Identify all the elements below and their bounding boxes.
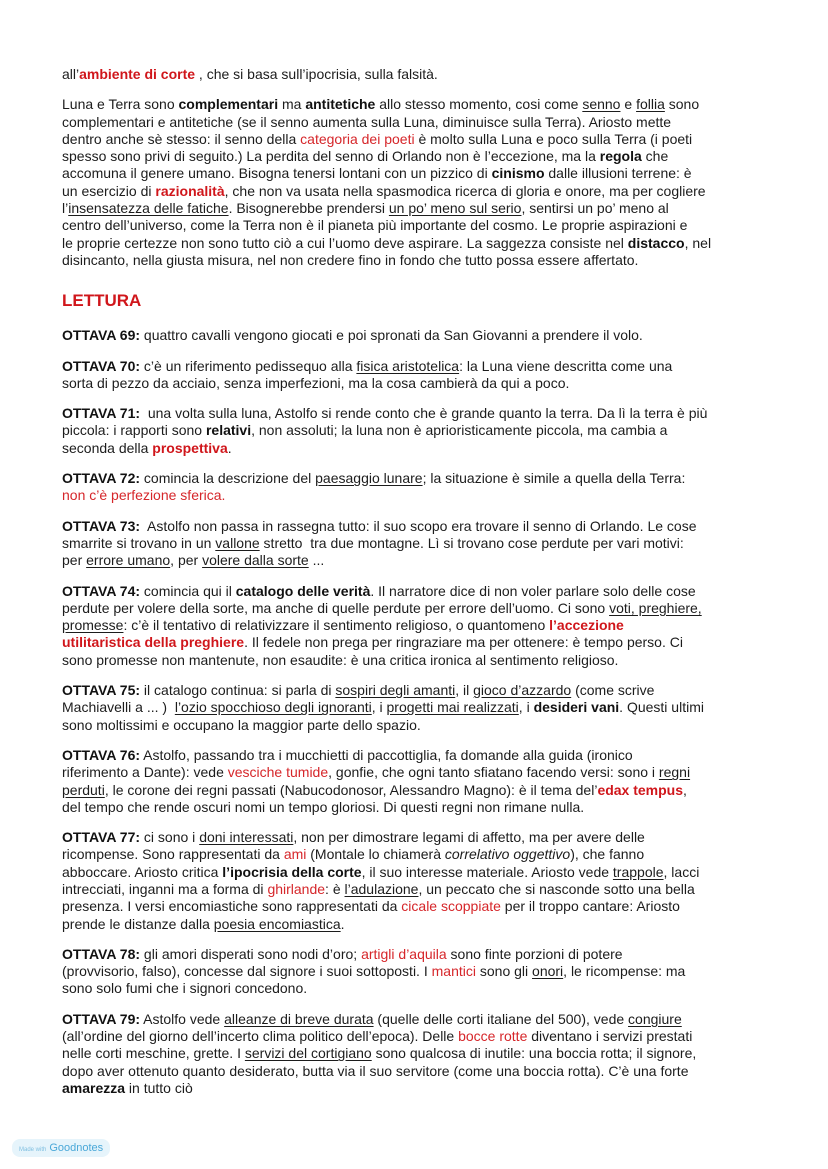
highlighted-text: cicale scoppiate	[401, 898, 501, 915]
text-run: (provvisorio, falso), concesse dal signore i suoi sottoposti. I	[62, 963, 432, 980]
text-run: , per	[170, 552, 203, 569]
text-run: intrecciati, inganni ma a forma di	[62, 880, 268, 897]
text-run: perdute per volere della sorte, ma anche di quelle perdute per errore dell’uomo. Ci sono	[62, 599, 610, 616]
highlighted-text: un po’ meno sul serio	[388, 200, 522, 217]
text-run: , non assoluti; la luna non è aprioristicamente piccola, ma cambia a	[251, 422, 668, 439]
ottava-paragraph	[62, 358, 782, 393]
badge-prefix: Made with	[19, 1147, 47, 1153]
text-line	[62, 699, 782, 716]
text-line	[62, 66, 782, 83]
highlighted-text: categoria dei poeti	[300, 130, 415, 147]
highlighted-text: sospiri degli amanti	[335, 682, 456, 699]
text-run: piccola: i rapporti sono	[62, 422, 206, 439]
highlighted-text: regola	[599, 148, 642, 165]
text-line	[62, 799, 782, 816]
paragraph	[62, 96, 782, 269]
text-run: sono finte porzioni di potere	[446, 945, 623, 962]
highlighted-text: fisica aristotelica	[356, 357, 460, 374]
text-run: complementari e antitetiche (se il senno aumenta sulla Luna, diminuisce sulla Terra). Ariosto mette	[62, 113, 672, 130]
text-run: Astolfo non passa in rassegna tutto: il suo scopo era trovare il senno di Orlando. Le cose	[140, 517, 697, 534]
highlighted-text: artigli d’aquila	[361, 945, 447, 962]
highlighted-text: congiure	[628, 1010, 682, 1027]
text-run: , i	[371, 699, 387, 716]
highlighted-text: paesaggio lunare	[315, 470, 423, 487]
text-line	[62, 200, 782, 217]
text-run: ,	[683, 781, 687, 798]
text-run: gli amori disperati sono nodi d’oro;	[140, 945, 362, 962]
text-line	[62, 583, 782, 600]
text-line	[62, 1080, 782, 1097]
text-run: prende le distanze dalla	[62, 915, 214, 932]
text-run: del tempo che rende oscuri nomi un tempo gloriosi. Di questi regni non rimane nulla.	[62, 798, 585, 815]
text-run: nelle corti meschine, grette. I	[62, 1045, 245, 1062]
text-run: riferimento a Dante): vede	[62, 764, 228, 781]
highlighted-text: correlativo oggettivo	[444, 846, 571, 863]
highlighted-text: regni	[658, 764, 691, 781]
text-run: seconda della	[62, 439, 153, 456]
highlighted-text: doni interessati	[199, 829, 294, 846]
text-line	[62, 682, 782, 699]
ottava-label: OTTAVA 77:	[62, 829, 141, 846]
text-run: : c’è il tentativo di relativizzare il sentimento religioso, o quantomeno	[123, 617, 550, 634]
highlighted-text: follia	[636, 96, 665, 113]
text-line	[62, 518, 782, 535]
text-run: le proprie certezze non sono tutto ciò a cui l’uomo deve aspirare. La saggezza consiste nel	[62, 234, 628, 251]
ottava-paragraph	[62, 470, 782, 505]
ottave-section	[62, 327, 782, 1097]
highlighted-text: amarezza	[62, 1079, 126, 1096]
highlighted-text: complementari	[178, 96, 279, 113]
highlighted-text: prospettiva	[152, 439, 228, 456]
ottava-label: OTTAVA 75:	[62, 682, 141, 699]
text-run: quattro cavalli vengono giocati e poi spronati da San Giovanni a prendere il volo.	[140, 327, 643, 344]
highlighted-text: l’adulazione	[344, 880, 419, 897]
highlighted-text: vesciche tumide	[227, 764, 329, 781]
highlighted-text: promesse	[62, 617, 124, 634]
text-run: . Il fedele non prega per ringraziare ma per ottenere: è tempo perso. Ci	[244, 634, 683, 651]
text-run: per	[62, 552, 87, 569]
text-run: accomuna il genere umano. Bisogna tenersi lontani con un pizzico di	[62, 165, 492, 182]
text-line	[62, 405, 782, 422]
text-line	[62, 96, 782, 113]
text-run: . Bisognerebbe prendersi	[228, 200, 389, 217]
text-run: in tutto ciò	[125, 1079, 193, 1096]
text-line	[62, 829, 782, 846]
text-line	[62, 165, 782, 182]
highlighted-text: ami	[283, 846, 307, 863]
text-line	[62, 963, 782, 980]
text-run: , che non va usata nella spasmodica ricerca di gloria e onore, ma per cogliere	[224, 182, 706, 199]
ottava-label: OTTAVA 78:	[62, 945, 141, 962]
text-run: ma	[278, 96, 306, 113]
text-run: sono gli	[475, 963, 533, 980]
text-run: abboccare. Ariosto critica	[62, 863, 223, 880]
text-run: ; la situazione è simile a quella della Terra:	[422, 470, 686, 487]
text-run: , che si basa sull’ipocrisia, sulla falsità.	[195, 66, 438, 82]
text-run: Machiavelli a ... )	[62, 699, 175, 716]
highlighted-text: errore umano	[86, 552, 171, 569]
text-run: , gonfie, che ogni tanto sfiatano facendo versi: sono i	[328, 764, 659, 781]
ottava-paragraph	[62, 747, 782, 816]
document-page	[62, 66, 782, 1097]
ottava-label: OTTAVA 70:	[62, 357, 141, 374]
text-run: stretto tra due montagne. Lì si trovano cose perdute per vari motivi:	[259, 534, 684, 551]
highlighted-text: non c’è perfezione sferica.	[62, 487, 226, 504]
text-run: . Questi ultimi	[619, 699, 704, 716]
ottava-paragraph	[62, 946, 782, 998]
text-line	[62, 252, 782, 269]
ottava-label: OTTAVA 71:	[62, 405, 141, 422]
text-run: , sentirsi un po’ meno al	[521, 200, 669, 217]
text-line	[62, 217, 782, 234]
text-line	[62, 634, 782, 651]
highlighted-text: desideri vani	[533, 699, 620, 716]
text-run: ), che fanno	[570, 846, 645, 863]
text-run: , i	[518, 699, 534, 716]
text-line	[62, 846, 782, 863]
text-run: sono solo fumi che i signori concedono.	[62, 980, 308, 997]
text-run: diventano i servizi prestati	[527, 1028, 693, 1045]
text-run: ...	[308, 552, 325, 569]
ottava-label: OTTAVA 74:	[62, 582, 141, 599]
text-run: , il	[455, 682, 474, 699]
text-line	[62, 782, 782, 799]
text-run: .	[227, 439, 232, 456]
ottava-paragraph	[62, 1011, 782, 1097]
text-line	[62, 131, 782, 148]
text-run: (Montale lo chiamerà	[306, 846, 445, 863]
text-line	[62, 946, 782, 963]
text-run: sono	[664, 96, 700, 113]
highlighted-text: bocce rotte	[458, 1028, 528, 1045]
text-run: c’è un riferimento pedissequo alla	[140, 357, 357, 374]
highlighted-text: cinismo	[491, 165, 545, 182]
text-run: comincia la descrizione del	[140, 470, 316, 487]
text-run: ricompense. Sono rappresentati da	[62, 846, 284, 863]
text-run: (quelle delle corti italiane del 500), vede	[373, 1010, 629, 1027]
highlighted-text: ambiente di corte	[79, 66, 196, 82]
text-line	[62, 1028, 782, 1045]
text-run: e	[620, 96, 637, 113]
text-line	[62, 1011, 782, 1028]
ottava-paragraph	[62, 327, 782, 344]
text-run: disincanto, nella giusta misura, nel non credere fino in fondo che tutto possa essere affertato.	[62, 251, 639, 268]
text-run: (all’ordine del giorno dell’incerto clima politico dell’epoca). Delle	[62, 1028, 459, 1045]
text-line	[62, 717, 782, 734]
goodnotes-badge	[12, 1139, 110, 1157]
text-line	[62, 440, 782, 457]
text-line	[62, 235, 782, 252]
text-run: smarrite si trovano in un	[62, 534, 216, 551]
highlighted-text: poesia encomiastica	[213, 915, 341, 932]
highlighted-text: alleanze di breve durata	[224, 1010, 374, 1027]
text-run: : la Luna viene descritta come una	[459, 357, 673, 374]
highlighted-text: servizi del cortigiano	[244, 1045, 372, 1062]
text-run: Luna e Terra sono	[62, 96, 179, 113]
text-run: : è	[325, 880, 345, 897]
text-run: dopo aver ottenuto quanto desiderato, butta via il suo servitore (come una boccia rotta). C’è una forte	[62, 1062, 689, 1079]
text-line	[62, 535, 782, 552]
text-run: , un peccato che si nasconde sotto una bella	[418, 880, 695, 897]
text-line	[62, 881, 782, 898]
ottava-label: OTTAVA 79:	[62, 1010, 141, 1027]
text-run: all’	[62, 66, 80, 82]
text-line	[62, 600, 782, 617]
section-heading: LETTURA	[62, 291, 142, 311]
text-line	[62, 327, 782, 344]
text-line	[62, 1045, 782, 1062]
text-run: Astolfo vede	[140, 1010, 225, 1027]
highlighted-text: trappole	[612, 863, 664, 880]
text-line	[62, 1063, 782, 1080]
ottava-paragraph	[62, 518, 782, 570]
text-run: .	[340, 915, 345, 932]
text-run: , il suo interesse materiale. Ariosto vede	[361, 863, 613, 880]
text-line	[62, 487, 782, 504]
highlighted-text: antitetiche	[305, 96, 376, 113]
highlighted-text: catalogo delle verità	[235, 582, 371, 599]
text-line	[62, 470, 782, 487]
text-run: dentro anche sè stesso: il senno della	[62, 130, 301, 147]
ottava-label: OTTAVA 69:	[62, 327, 141, 344]
paragraph	[62, 66, 782, 83]
intro-section	[62, 66, 782, 269]
text-run: dalle illusioni terrene: è	[544, 165, 692, 182]
text-run: , non per dimostrare legami di affetto, ma per avere delle	[293, 829, 645, 846]
highlighted-text: razionalità	[155, 182, 225, 199]
text-line	[62, 652, 782, 669]
text-line	[62, 375, 782, 392]
highlighted-text: l’accezione	[549, 617, 624, 634]
highlighted-text: utilitaristica della preghiere	[62, 634, 245, 651]
highlighted-text: perduti	[62, 781, 105, 798]
text-run: presenza. I versi encomiastiche sono rappresentati da	[62, 898, 402, 915]
text-line	[62, 422, 782, 439]
highlighted-text: voti, preghiere,	[609, 599, 702, 616]
highlighted-text: volere dalla sorte	[202, 552, 309, 569]
text-line	[62, 864, 782, 881]
highlighted-text: vallone	[215, 534, 260, 551]
highlighted-text: edax tempus	[597, 781, 684, 798]
text-line	[62, 747, 782, 764]
text-line	[62, 617, 782, 634]
badge-brand: Goodnotes	[49, 1142, 104, 1154]
text-line	[62, 980, 782, 997]
highlighted-text: ghirlande	[267, 880, 326, 897]
highlighted-text: relativi	[205, 422, 252, 439]
highlighted-text: onori	[532, 963, 564, 980]
text-run: Astolfo, passando tra i mucchietti di paccottiglia, fa domande alla guida (ironico	[140, 746, 633, 763]
text-run: che	[641, 148, 669, 165]
text-run: è molto sulla Luna e poco sulla Terra (i poeti	[414, 130, 693, 147]
text-run: sono promesse non mantenute, non esaudite: è una critica ironica al sentimento religioso.	[62, 651, 619, 668]
ottava-label: OTTAVA 72:	[62, 470, 141, 487]
text-run: l’	[62, 200, 69, 217]
text-line	[62, 114, 782, 131]
highlighted-text: l’ipocrisia della corte	[222, 863, 362, 880]
text-line	[62, 358, 782, 375]
text-run: il catalogo continua: si parla di	[140, 682, 336, 699]
highlighted-text: l’ozio spocchioso degli ignoranti	[174, 699, 372, 716]
text-run: sono qualcosa di inutile: una boccia rotta; il signore,	[371, 1045, 697, 1062]
ottava-paragraph	[62, 583, 782, 669]
text-run: . Il narratore dice di non voler parlare solo delle cose	[370, 582, 696, 599]
text-run: (come scrive	[571, 682, 655, 699]
text-run: spesso sono privi di seguito.) La perdita del senno di Orlando non è l’eccezione, ma la	[62, 148, 600, 165]
text-run: , le corone dei regni passati (Nabucodonosor, Alessandro Magno): è il tema del’	[104, 781, 598, 798]
highlighted-text: progetti mai realizzati	[386, 699, 519, 716]
text-run: , nel	[684, 234, 712, 251]
ottava-label: OTTAVA 76:	[62, 746, 141, 763]
text-run: sono moltissimi e occupano la maggior parte dello spazio.	[62, 716, 421, 733]
highlighted-text: senno	[582, 96, 621, 113]
text-line	[62, 552, 782, 569]
text-run: sorta di pezzo da acciaio, senza imperfezioni, ma la cosa cambierà da qui a poco.	[62, 374, 570, 391]
text-run: comincia qui il	[140, 582, 236, 599]
text-line	[62, 148, 782, 165]
ottava-paragraph	[62, 829, 782, 933]
text-run: , le ricompense: ma	[563, 963, 686, 980]
highlighted-text: insensatezza delle fatiche	[68, 200, 229, 217]
text-line	[62, 898, 782, 915]
text-run: ci sono i	[140, 829, 200, 846]
text-run: una volta sulla luna, Astolfo si rende conto che è grande quanto la terra. Da lì la terra è più	[140, 405, 708, 422]
text-line	[62, 764, 782, 781]
text-run: , lacci	[663, 863, 700, 880]
ottava-label: OTTAVA 73:	[62, 517, 141, 534]
text-line	[62, 916, 782, 933]
text-run: per il troppo cantare: Ariosto	[500, 898, 680, 915]
highlighted-text: mantici	[431, 963, 476, 980]
ottava-paragraph	[62, 682, 782, 734]
text-run: un esercizio di	[62, 182, 156, 199]
text-line	[62, 183, 782, 200]
text-run: allo stesso momento, cosi come	[375, 96, 583, 113]
text-run: centro dell’universo, come la Terra non è il pianeta più importante del cosmo. Le proprie aspirazioni e	[62, 217, 688, 234]
highlighted-text: gioco d’azzardo	[473, 682, 572, 699]
highlighted-text: distacco	[627, 234, 685, 251]
ottava-paragraph	[62, 405, 782, 457]
